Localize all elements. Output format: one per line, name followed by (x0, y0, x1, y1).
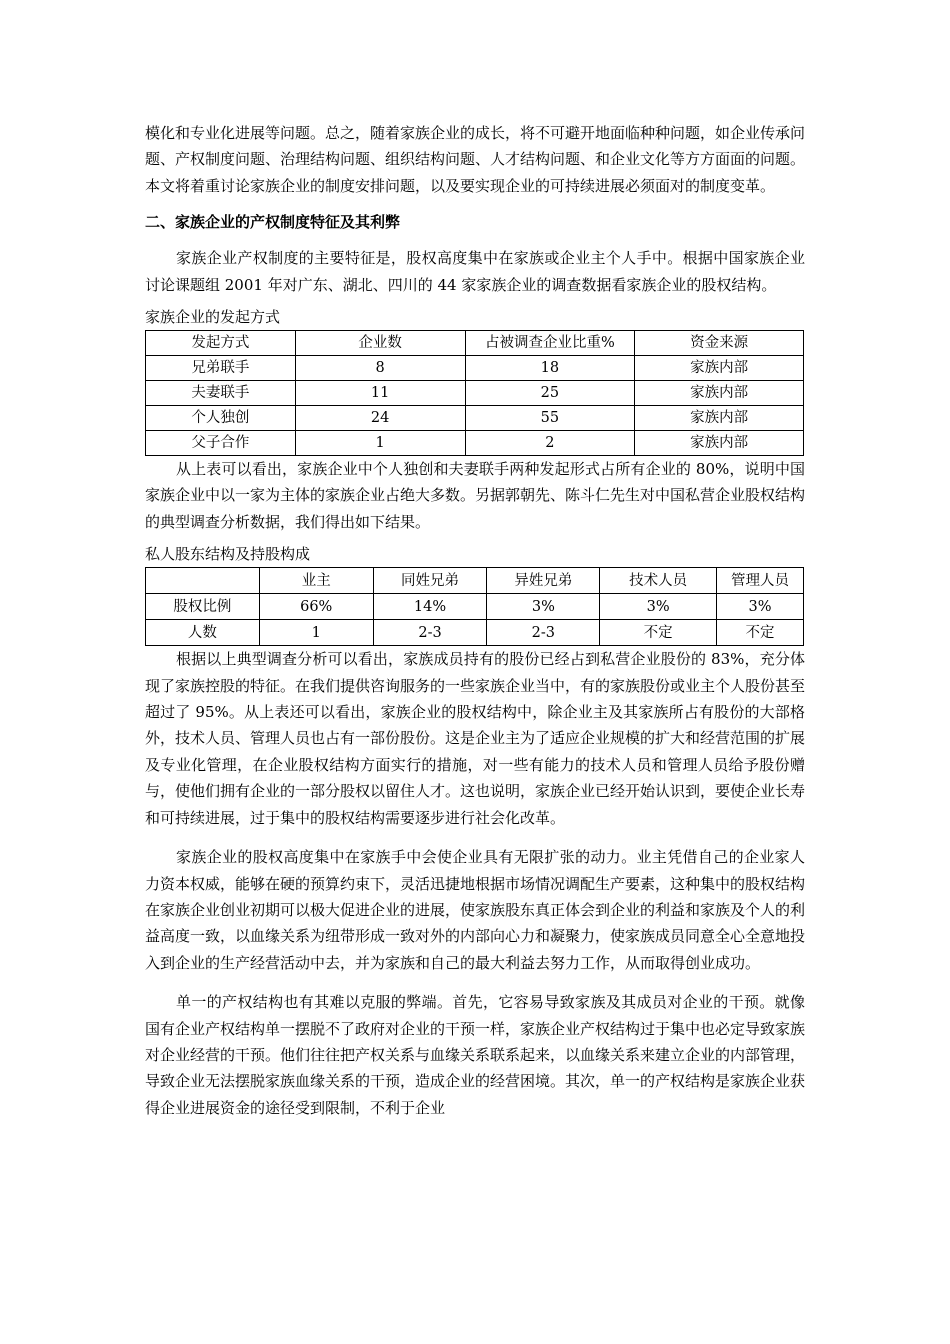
table-cell: 66% (259, 594, 373, 620)
table-cell: 不定 (600, 620, 717, 646)
header-cell: 业主 (259, 568, 373, 594)
founding-methods-table (145, 330, 804, 456)
paragraph-3: 根据以上典型调查分析可以看出，家族成员持有的股份已经占到私营企业股份的 83%，充分体现了家族控股的特征。在我们提供咨询服务的一些家族企业当中，有的家族股份或业主个人股份甚至超过了 95%。从上表还可以看出，家族企业的股权结构中，除企业主及其家族所占有股份的大部格外，技术人员、管理人员也占有一部份股份。这是企业主为了适应企业规模的扩大和经营范围的扩展及专业化管理，在企业股权结构方面实行的措施，对一些有能力的技术人员和管理人员给予股份赠与，使他们拥有企业的一部分股权以留住人才。这也说明，家族企业已经开始认识到，要使企业长寿和可持续进展，过于集中的股权结构需要逐步进行社会化改革。 (145, 650, 806, 827)
paragraph-2: 从上表可以看出，家族企业中个人独创和夫妻联手两种发起形式占所有企业的 80%，说明中国家族企业中以一家为主体的家族企业占绝大多数。另据郭朝先、陈斗仁先生对中国私营企业股权结构的典型调查分析数据，我们得出如下结果。 (145, 460, 806, 531)
table-cell: 24 (295, 406, 465, 431)
header-cell: 技术人员 (600, 568, 717, 594)
header-cell: 发起方式 (146, 331, 296, 356)
table-cell: 2 (465, 431, 635, 456)
table-cell: 家族内部 (635, 406, 804, 431)
header-cell: 同姓兄弟 (373, 568, 487, 594)
table-cell: 家族内部 (635, 356, 804, 381)
intro-paragraph: 模化和专业化进展等问题。总之，随着家族企业的成长，将不可避开地面临种种问题，如企业传承问题、产权制度问题、治理结构问题、组织结构问题、人才结构问题、和企业文化等方方面面的问题。本文将着重讨论家族企业的制度安排问题，以及要实现企业的可持续进展必须面对的制度变革。 (145, 124, 806, 195)
table-cell: 家族内部 (635, 381, 804, 406)
header-cell: 资金来源 (635, 331, 804, 356)
table-row (146, 594, 804, 620)
table-cell: 1 (259, 620, 373, 646)
table-header-row (146, 331, 804, 356)
table-cell: 不定 (717, 620, 804, 646)
header-cell (146, 568, 260, 594)
header-cell: 管理人员 (717, 568, 804, 594)
header-cell: 占被调查企业比重% (465, 331, 635, 356)
table-cell: 3% (487, 594, 600, 620)
table-cell: 兄弟联手 (146, 356, 296, 381)
table-row (146, 356, 804, 381)
paragraph-5: 单一的产权结构也有其难以克服的弊端。首先，它容易导致家族及其成员对企业的干预。就像国有企业产权结构单一摆脱不了政府对企业的干预一样，家族企业产权结构过于集中也必定导致家族对企业经营的干预。他们往往把产权关系与血缘关系联系起来，以血缘关系来建立企业的内部管理，导致企业无法摆脱家族血缘关系的干预，造成企业的经营困境。其次，单一的产权结构是家族企业获得企业进展资金的途径受到限制，不利于企业 (145, 993, 806, 1117)
table-cell: 股权比例 (146, 594, 260, 620)
table-cell: 个人独创 (146, 406, 296, 431)
table-row (146, 381, 804, 406)
table-cell: 父子合作 (146, 431, 296, 456)
table2-caption: 私人股东结构及持股构成 (145, 545, 311, 564)
header-cell: 企业数 (295, 331, 465, 356)
table-cell: 2-3 (487, 620, 600, 646)
table-cell: 家族内部 (635, 431, 804, 456)
paragraph-4: 家族企业的股权高度集中在家族手中会使企业具有无限扩张的动力。业主凭借自己的企业家人力资本权威，能够在硬的预算约束下，灵活迅捷地根据市场情况调配生产要素，这种集中的股权结构在家族企业创业初期可以极大促进企业的进展，使家族股东真正体会到企业的利益和家族及个人的利益高度一致，以血缘关系为纽带形成一致对外的内部向心力和凝聚力，使家族成员同意全心全意地投入到企业的生产经营活动中去，并为家族和自己的最大利益去努力工作，从而取得创业成功。 (145, 848, 806, 972)
table-cell: 2-3 (373, 620, 487, 646)
table-cell: 25 (465, 381, 635, 406)
table-header-row (146, 568, 804, 594)
table-cell: 11 (295, 381, 465, 406)
table-cell: 1 (295, 431, 465, 456)
table1-caption: 家族企业的发起方式 (145, 308, 281, 327)
table-cell: 3% (600, 594, 717, 620)
table-row (146, 620, 804, 646)
table-cell: 14% (373, 594, 487, 620)
table-cell: 18 (465, 356, 635, 381)
table-row (146, 406, 804, 431)
shareholder-structure-table (145, 567, 804, 646)
table-cell: 人数 (146, 620, 260, 646)
table-cell: 55 (465, 406, 635, 431)
table-row (146, 431, 804, 456)
table-cell: 夫妻联手 (146, 381, 296, 406)
header-cell: 异姓兄弟 (487, 568, 600, 594)
section-heading: 二、家族企业的产权制度特征及其利弊 (145, 213, 401, 232)
document-page (145, 120, 805, 1121)
table-cell: 8 (295, 356, 465, 381)
table-cell: 3% (717, 594, 804, 620)
paragraph-1: 家族企业产权制度的主要特征是，股权高度集中在家族或企业主个人手中。根据中国家族企业讨论课题组 2001 年对广东、湖北、四川的 44 家家族企业的调查数据看家族企业的股权结构。 (145, 249, 805, 294)
